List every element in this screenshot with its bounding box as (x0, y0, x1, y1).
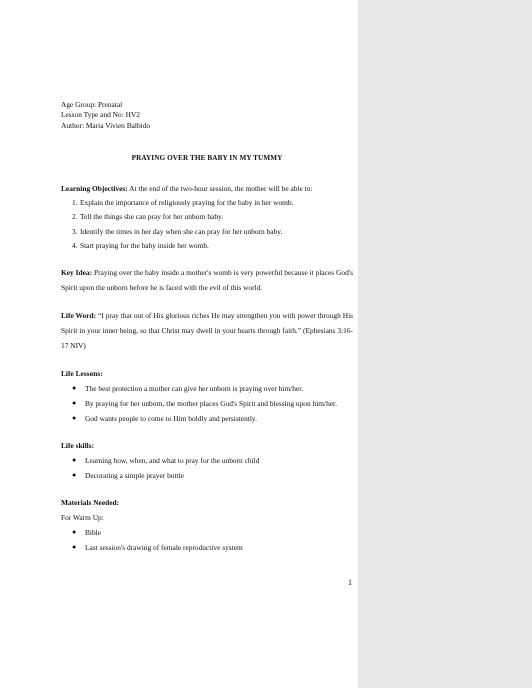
objectives-list (61, 196, 353, 254)
life-lessons-list (61, 381, 353, 426)
life-skills-label: Life skills: (61, 440, 95, 450)
life-skills-list (61, 453, 353, 483)
lesson-type: Lesson Type and No: HV2 (61, 110, 140, 120)
list-item: ● Last session's drawing of female reproductive system (61, 540, 353, 555)
list-item: 3. Identify the times in her day when she can pray for her unborn baby. (72, 226, 283, 236)
life-word-text: “I pray that out of His glorious riches He may strengthen you with power through His Spirit in your inner being, so that Christ may dwell in your hearts through faith.” (Ephesians 3:16-17 NIV) (61, 310, 354, 350)
materials-label: Materials Needed: (61, 497, 120, 507)
key-idea (61, 265, 353, 295)
life-lessons-label: Life Lessons: (61, 368, 103, 378)
bullet-icon: ● (72, 527, 77, 536)
learning-objectives (61, 181, 353, 196)
lesson-title: PRAYING OVER THE BABY IN MY TUMMY (131, 154, 283, 163)
list-item: ● Learning how, when, and what to pray for the unborn child (61, 453, 353, 468)
page-number: 1 (348, 578, 352, 587)
list-item: ● The best protection a mother can give her unborn is praying over him/her. (61, 381, 353, 396)
list-item: ● Bible (61, 525, 353, 540)
bullet-icon: ● (72, 383, 77, 392)
bullet-icon: ● (72, 413, 77, 422)
materials-sub: For Warm Up: (61, 512, 104, 522)
author: Author: Maria Vivien Balbido (61, 120, 151, 130)
bullet-icon: ● (72, 470, 77, 479)
comment-pane (358, 0, 532, 688)
bullet-icon: ● (72, 455, 77, 464)
materials-list (61, 525, 353, 555)
list-item: ● Decorating a simple prayer bottle (61, 468, 353, 483)
list-item: ● God wants people to come to Him boldly and persistently. (61, 411, 353, 426)
learning-objectives-intro: At the end of the two-hour session, the mother will be able to: (127, 183, 313, 193)
key-idea-text: Praying over the baby inside a mother's womb is very powerful because it places God's Spirit upon the unborn before he is faced with the evil of this world. (61, 267, 353, 292)
page-content (61, 100, 353, 555)
list-item: 2. Tell the things she can pray for her unborn baby. (72, 212, 224, 222)
key-idea-label: Key Idea: (61, 267, 93, 277)
bullet-icon: ● (72, 398, 77, 407)
list-item: 1. Explain the importance of religiously praying for the baby in her womb. (72, 197, 294, 207)
list-item: 4. Start praying for the baby inside her womb. (72, 241, 209, 251)
list-item: ● By praying for her unborn, the mother places God's Spirit and blessing upon him/her. (61, 396, 353, 411)
learning-objectives-label: Learning Objectives: (61, 183, 128, 193)
life-word-label: Life Word: (61, 310, 97, 320)
life-word (61, 308, 353, 353)
bullet-icon: ● (72, 542, 77, 551)
age-group: Age Group: Prenatal (61, 100, 123, 109)
